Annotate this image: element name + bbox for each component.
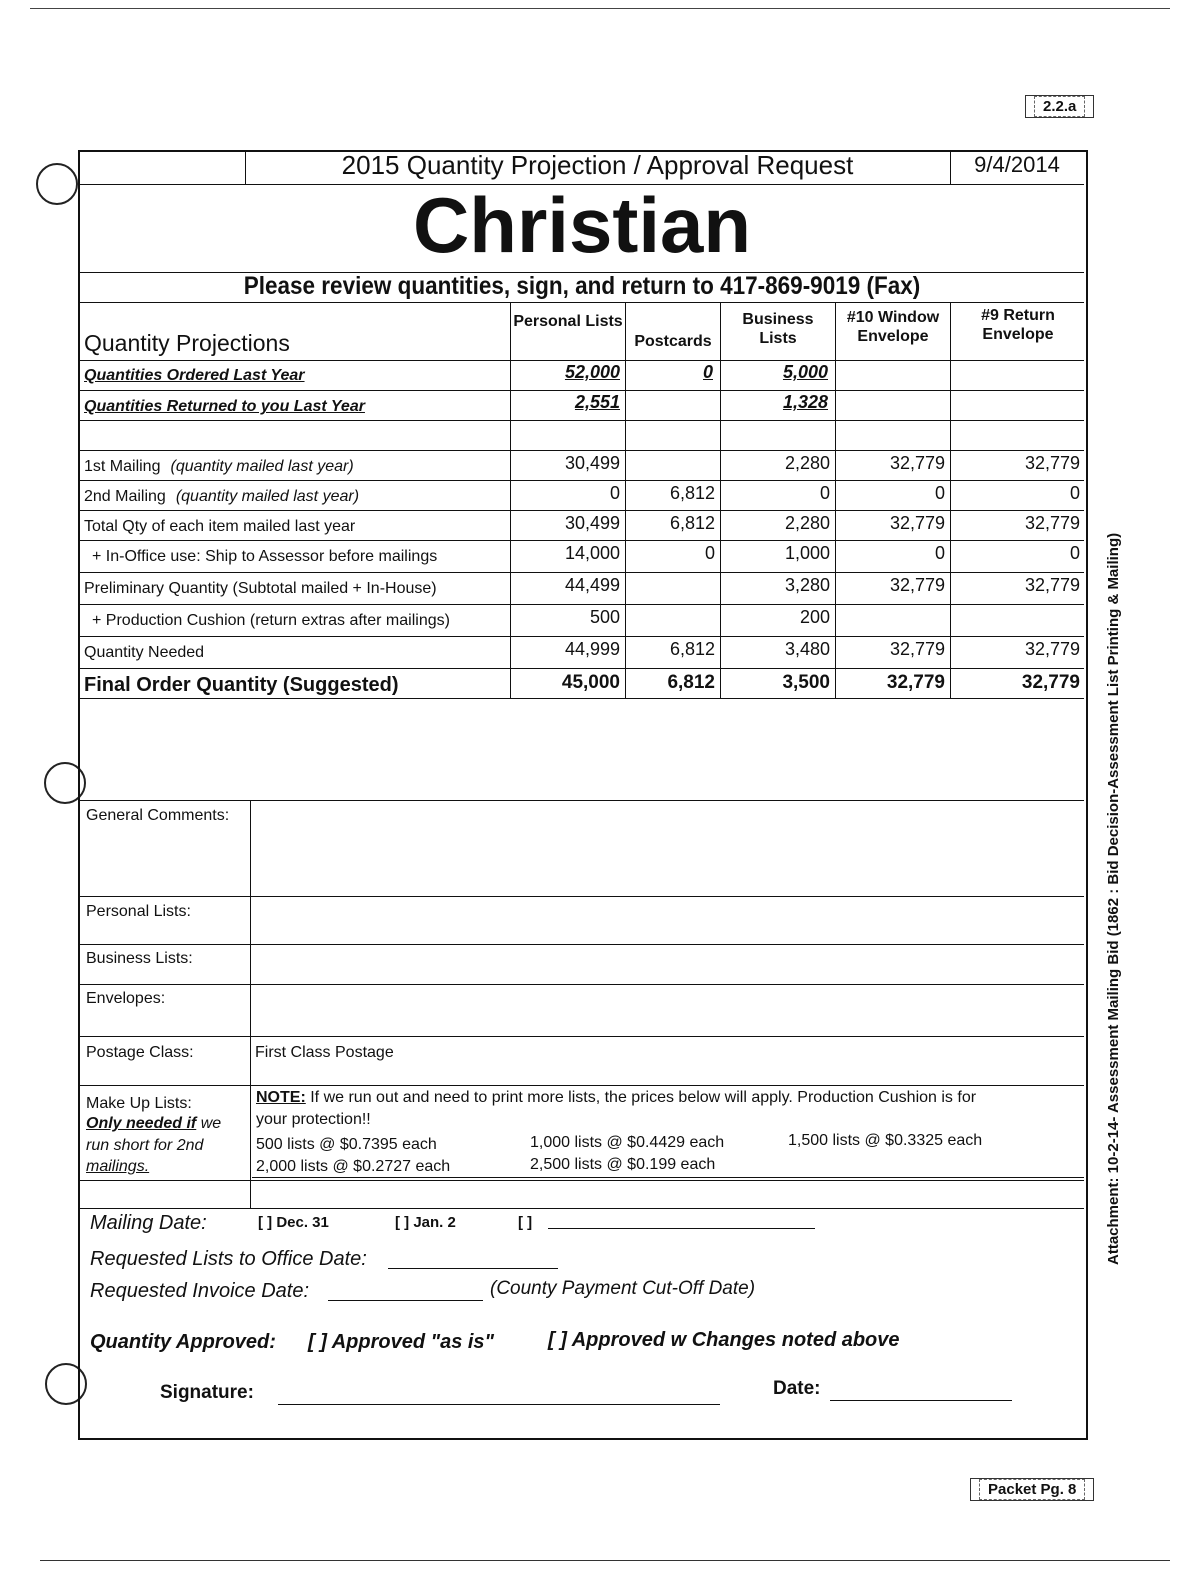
row-value: 6,812	[669, 513, 715, 533]
returned-business: 1,328	[782, 392, 828, 412]
scan-top-edge	[30, 8, 1170, 9]
postage-class-label: Postage Class:	[86, 1044, 194, 1061]
page-tag: 2.2.a	[1025, 95, 1094, 118]
scan-bottom-edge	[40, 1560, 1170, 1561]
return-instruction: Please review quantities, sign, and return to 417-869-9019 (Fax)	[243, 272, 921, 300]
col-return-envelope: #9 Return Envelope	[981, 307, 1055, 343]
mailing-option-dec31[interactable]: [ ] Dec. 31	[258, 1214, 329, 1231]
lists-office-date-blank[interactable]	[388, 1250, 558, 1269]
business-lists-label: Business Lists:	[86, 950, 193, 967]
row-value: 3,280	[784, 575, 830, 595]
mailing-option-jan2[interactable]: [ ] Jan. 2	[395, 1214, 456, 1231]
row-value: 30,499	[564, 513, 620, 533]
invoice-date-blank[interactable]	[328, 1282, 483, 1301]
attachment-caption: Attachment: 10-2-14- Assessment Mailing Bid (1862 : Bid Decision-Assessment List Printing & Mailing)	[1105, 532, 1122, 1265]
approved-as-is-checkbox[interactable]: [ ] Approved "as is"	[308, 1331, 495, 1353]
sign-date-line[interactable]	[830, 1380, 1012, 1401]
mailing-date-label: Mailing Date:	[90, 1212, 207, 1234]
price-note-cont: your protection!!	[256, 1111, 371, 1128]
row-value: 0	[609, 483, 620, 503]
form-title: 2015 Quantity Projection / Approval Request	[341, 150, 854, 180]
final-label: Final Order Quantity (Suggested)	[84, 674, 399, 696]
final-return: 32,779	[1021, 672, 1080, 693]
row-value: 0	[934, 543, 945, 563]
row-value: 0	[819, 483, 830, 503]
row-value: 0	[934, 483, 945, 503]
row-value: 44,999	[564, 639, 620, 659]
approved-changes-checkbox[interactable]: [ ] Approved w Changes noted above	[548, 1329, 900, 1351]
row-value: 32,779	[889, 639, 945, 659]
row-label: 1st Mailing (quantity mailed last year)	[84, 458, 354, 475]
row-value: 32,779	[1024, 639, 1080, 659]
row-value: 32,779	[1024, 513, 1080, 533]
form-date: 9/4/2014	[974, 152, 1060, 177]
row-value: 30,499	[564, 453, 620, 473]
final-postcards: 6,812	[667, 672, 715, 693]
final-business: 3,500	[782, 672, 830, 693]
row-value: 2,280	[784, 513, 830, 533]
price-1500: 1,500 lists @ $0.3325 each	[788, 1132, 983, 1149]
ordered-label: Quantities Ordered Last Year	[84, 367, 305, 384]
returned-personal: 2,551	[574, 392, 620, 412]
col-postcards: Postcards	[634, 333, 712, 350]
makeup-only-needed: Only needed if	[86, 1115, 197, 1132]
row-value: 32,779	[889, 575, 945, 595]
row-label: + In-Office use: Ship to Assessor before mailings	[92, 548, 438, 565]
row-value: 32,779	[889, 513, 945, 533]
price-2500: 2,500 lists @ $0.199 each	[530, 1156, 716, 1173]
binder-hole-top	[36, 163, 78, 205]
price-1000: 1,000 lists @ $0.4429 each	[530, 1134, 725, 1151]
county-name: Christian	[412, 181, 752, 269]
general-comments-label: General Comments:	[86, 807, 230, 824]
signature-line[interactable]	[278, 1384, 720, 1405]
lists-office-date-label: Requested Lists to Office Date:	[90, 1248, 367, 1270]
cutoff-note: (County Payment Cut-Off Date)	[490, 1278, 756, 1299]
col-business-lists: Business Lists	[742, 311, 814, 347]
row-value: 3,480	[784, 639, 830, 659]
row-value: 1,000	[784, 543, 830, 563]
row-value: 0	[1069, 483, 1080, 503]
postage-class-value: First Class Postage	[255, 1044, 394, 1061]
row-value: 0	[1069, 543, 1080, 563]
personal-lists-label: Personal Lists:	[86, 903, 191, 920]
row-value: 32,779	[1024, 453, 1080, 473]
col-personal-lists: Personal Lists	[513, 313, 623, 330]
quantity-approved-label: Quantity Approved:	[90, 1331, 276, 1353]
row-value: 0	[704, 543, 715, 563]
row-value: 14,000	[564, 543, 620, 563]
mailing-option-other[interactable]: [ ]	[518, 1214, 533, 1231]
envelopes-label: Envelopes:	[86, 990, 166, 1007]
row-label: + Production Cushion (return extras after mailings)	[92, 612, 450, 629]
row-label: Preliminary Quantity (Subtotal mailed + In-House)	[84, 580, 437, 597]
row-value: 500	[589, 607, 620, 627]
makeup-lists-label: Make Up Lists:	[86, 1095, 192, 1112]
packet-page-tag: Packet Pg. 8	[970, 1478, 1094, 1501]
makeup-line3: mailings.	[86, 1158, 150, 1175]
row-value: 6,812	[669, 639, 715, 659]
makeup-line2: run short for 2nd	[86, 1137, 204, 1154]
row-value: 6,812	[669, 483, 715, 503]
row-value: 2,280	[784, 453, 830, 473]
signature-label: Signature:	[160, 1382, 254, 1403]
final-personal: 45,000	[561, 672, 620, 693]
row-value: 32,779	[889, 453, 945, 473]
invoice-date-label: Requested Invoice Date:	[90, 1280, 310, 1302]
section-label: Quantity Projections	[84, 330, 290, 356]
row-value: 32,779	[1024, 575, 1080, 595]
price-note: NOTE: If we run out and need to print more lists, the prices below will apply. Production Cushion is for	[256, 1089, 977, 1106]
ordered-business: 5,000	[782, 362, 828, 382]
row-value: 44,499	[564, 575, 620, 595]
mailing-date-blank[interactable]	[548, 1210, 815, 1229]
sign-date-label: Date:	[773, 1378, 821, 1399]
returned-label: Quantities Returned to you Last Year	[84, 398, 365, 415]
row-value: 200	[799, 607, 830, 627]
row-label: 2nd Mailing (quantity mailed last year)	[84, 488, 360, 505]
ordered-postcards: 0	[702, 362, 713, 382]
price-500: 500 lists @ $0.7395 each	[256, 1136, 437, 1153]
row-label: Total Qty of each item mailed last year	[84, 518, 356, 535]
price-2000: 2,000 lists @ $0.2727 each	[256, 1158, 451, 1175]
ordered-personal: 52,000	[564, 362, 620, 382]
col-window-envelope: #10 Window Envelope	[846, 309, 940, 345]
final-window: 32,779	[886, 672, 945, 693]
row-label: Quantity Needed	[84, 644, 205, 661]
